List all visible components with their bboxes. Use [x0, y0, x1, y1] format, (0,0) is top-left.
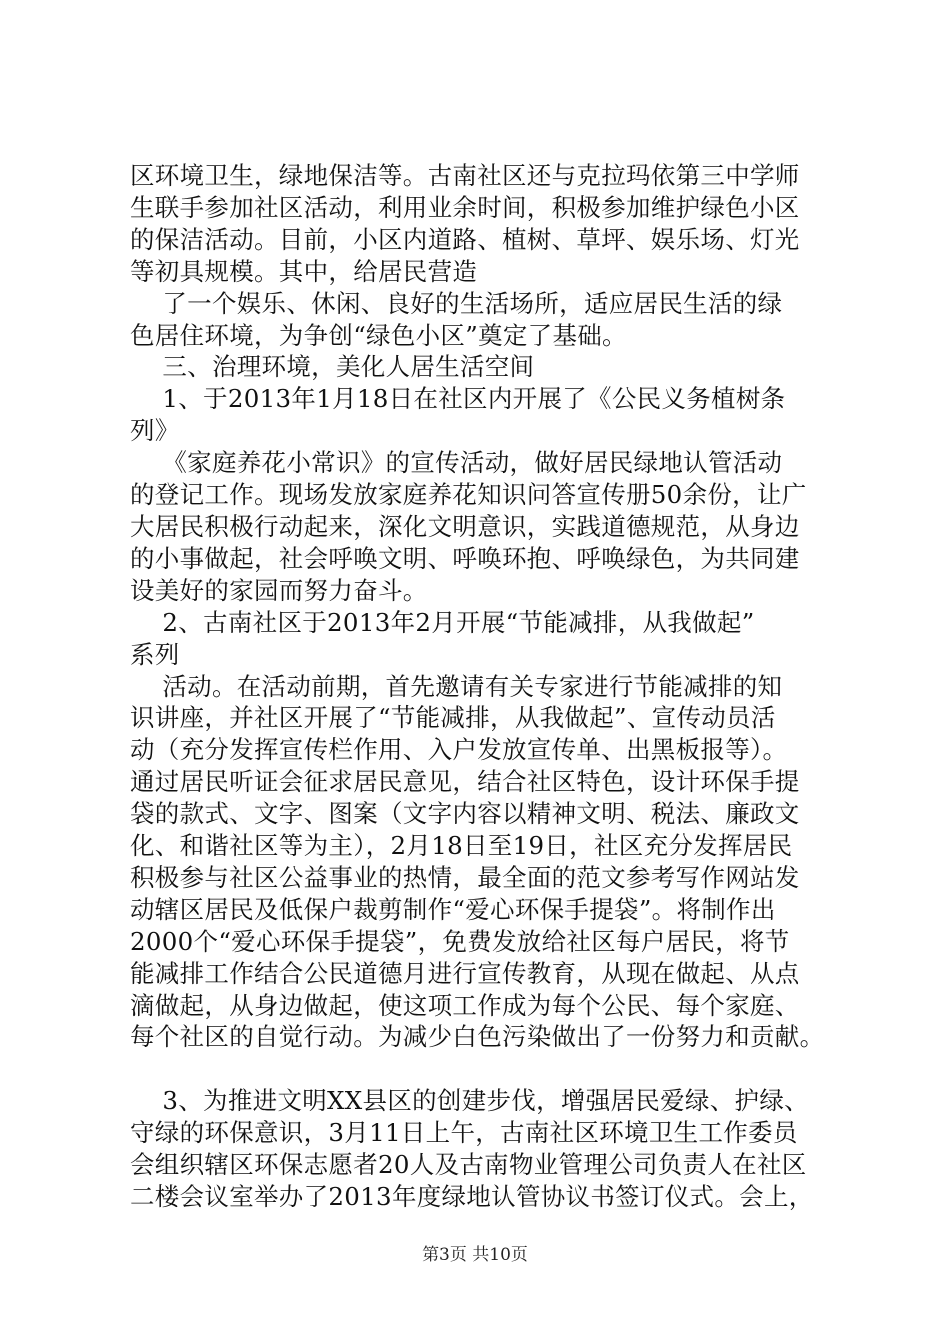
text-line: 守绿的环保意识，3月11日上午，古南社区环境卫生工作委员	[130, 1118, 798, 1148]
text-line: 活动。在活动前期，首先邀请有关专家进行节能减排的知	[130, 671, 783, 701]
text-line: 色居住环境，为争创“绿色小区”奠定了基础。	[130, 320, 627, 350]
text-line: 大居民积极行动起来，深化文明意识，实践道德规范，从身边	[130, 511, 800, 541]
text-line: 等初具规模。其中，给居民营造	[130, 256, 478, 286]
text-line: 积极参与社区公益事业的热情，最全面的范文参考写作网站发	[130, 862, 800, 892]
text-line: 识讲座，并社区开展了“节能减排，从我做起”、宣传动员活	[130, 703, 776, 733]
text-line: 每个社区的自觉行动。为减少白色污染做出了一份努力和贡献。	[130, 1022, 825, 1052]
text-line: 区环境卫生，绿地保洁等。古南社区还与克拉玛依第三中学师	[130, 161, 800, 190]
text-line: 二楼会议室举办了2013年度绿地认管协议书签订仪式。会上，	[130, 1182, 814, 1211]
text-line: 《家庭养花小常识》的宣传活动，做好居民绿地认管活动	[130, 448, 783, 478]
text-line: 的小事做起，社会呼唤文明、呼唤环抱、呼唤绿色，为共同建	[130, 543, 800, 573]
text-line: 2000个“爱心环保手提袋”，免费发放给社区每户居民，将节	[130, 926, 790, 956]
text-line: 通过居民听证会征求居民意见，结合社区特色，设计环保手提	[130, 767, 800, 797]
text-line: 了一个娱乐、休闲、良好的生活场所，适应居民生活的绿	[130, 288, 783, 318]
text-line: 滴做起，从身边做起，使这项工作成为每个公民、每个家庭、	[130, 990, 800, 1020]
text-line: 1、于2013年1月18日在社区内开展了《公民义务植树条	[130, 384, 786, 414]
text-line: 2、古南社区于2013年2月开展“节能减排，从我做起”	[130, 607, 755, 637]
text-line: 列》	[130, 416, 180, 446]
text-line: 3、为推进文明XX县区的创建步伐，增强居民爱绿、护绿、	[130, 1086, 809, 1116]
text-line: 动辖区居民及低保户裁剪制作“爱心环保手提袋”。将制作出	[130, 894, 776, 924]
text-line: 的登记工作。现场发放家庭养花知识问答宣传册50余份，让广	[130, 480, 807, 510]
text-line	[130, 1053, 842, 1085]
text-line: 能减排工作结合公民道德月进行宣传教育，从现在做起、从点	[130, 958, 800, 988]
text-line: 生联手参加社区活动，利用业余时间，积极参加维护绿色小区	[130, 192, 800, 222]
page-footer: 第3页 共10页	[422, 1245, 528, 1265]
text-line: 化、和谐社区等为主），2月18日至19日，社区充分发挥居民	[130, 831, 793, 861]
text-line: 的保洁活动。目前，小区内道路、植树、草坪、娱乐场、灯光	[130, 224, 800, 254]
text-line: 会组织辖区环保志愿者20人及古南物业管理公司负责人在社区	[130, 1150, 807, 1180]
document-body	[130, 160, 842, 1213]
text-line: 三、治理环境，美化人居生活空间	[130, 352, 535, 382]
text-line: 动（充分发挥宣传栏作用、入户发放宣传单、出黑板报等）。	[130, 735, 788, 765]
text-line: 系列	[130, 639, 180, 669]
text-line: 设美好的家园而努力奋斗。	[130, 575, 428, 605]
text-line: 袋的款式、文字、图案（文字内容以精神文明、税法、廉政文	[130, 799, 800, 829]
